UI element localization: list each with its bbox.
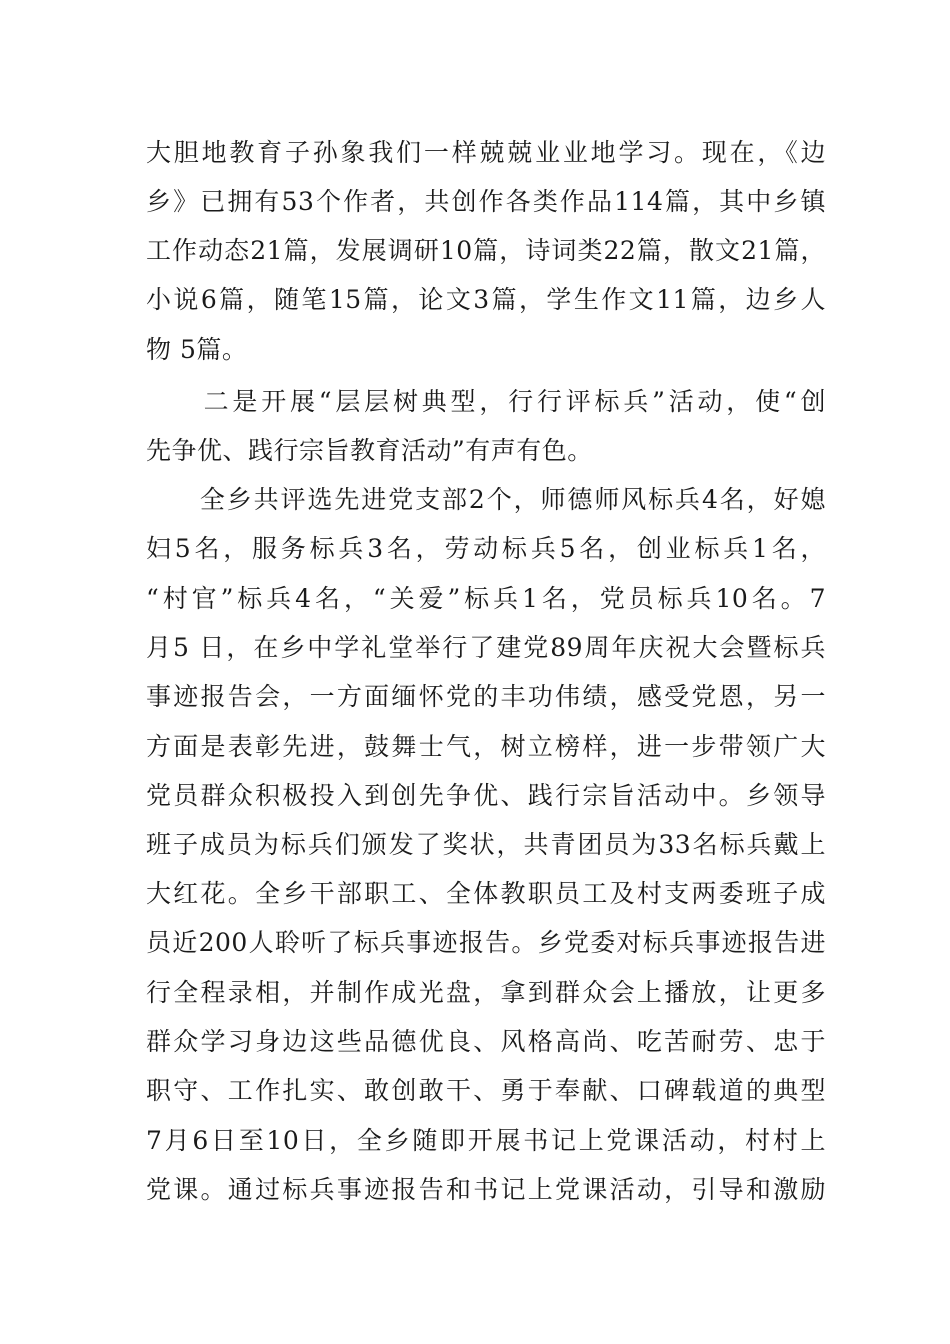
- text-line: 员近200人聆听了标兵事迹报告。乡党委对标兵事迹报告进: [146, 928, 826, 957]
- text-line: 班子成员为标兵们颁发了奖状，共青团员为33名标兵戴上: [146, 830, 826, 859]
- text-line: 7月6日至10日，全乡随即开展书记上党课活动，村村上: [146, 1126, 826, 1155]
- text-line: 行全程录相，并制作成光盘，拿到群众会上播放，让更多: [146, 978, 826, 1007]
- text-line: 事迹报告会，一方面缅怀党的丰功伟绩，感受党恩，另一: [146, 682, 826, 711]
- text-line: 乡》已拥有53个作者，共创作各类作品114篇，其中乡镇: [146, 187, 826, 216]
- text-line: 月5 日，在乡中学礼堂举行了建党89周年庆祝大会暨标兵: [146, 633, 826, 662]
- text-line: “村官”标兵4名，“关爱”标兵1名，党员标兵10名。7: [146, 584, 826, 613]
- text-line: 物 5篇。: [146, 335, 248, 364]
- text-line: 党员群众积极投入到创先争优、践行宗旨活动中。乡领导: [146, 781, 826, 810]
- text-line: 二是开展“层层树典型，行行评标兵”活动，使“创: [146, 387, 826, 416]
- text-line: 妇5名，服务标兵3名，劳动标兵5名，创业标兵1名，: [146, 534, 826, 563]
- text-line: 职守、工作扎实、敢创敢干、勇于奉献、口碑载道的典型: [146, 1076, 826, 1105]
- text-line: 大红花。全乡干部职工、全体教职员工及村支两委班子成: [146, 879, 826, 908]
- text-line: 先争优、践行宗旨教育活动”有声有色。: [146, 436, 593, 465]
- text-line: 方面是表彰先进，鼓舞士气，树立榜样，进一步带领广大: [146, 732, 826, 761]
- text-line: 党课。通过标兵事迹报告和书记上党课活动，引导和激励: [146, 1175, 826, 1204]
- text-line: 群众学习身边这些品德优良、风格高尚、吃苦耐劳、忠于: [146, 1027, 826, 1056]
- text-line: 全乡共评选先进党支部2个，师德师风标兵4名，好媳: [146, 485, 826, 514]
- text-line: 小说6篇，随笔15篇，论文3篇，学生作文11篇，边乡人: [146, 285, 826, 314]
- text-line: 工作动态21篇，发展调研10篇，诗词类22篇，散文21篇，: [146, 236, 826, 265]
- text-line: 大胆地教育子孙象我们一样兢兢业业地学习。现在，《边: [146, 138, 826, 167]
